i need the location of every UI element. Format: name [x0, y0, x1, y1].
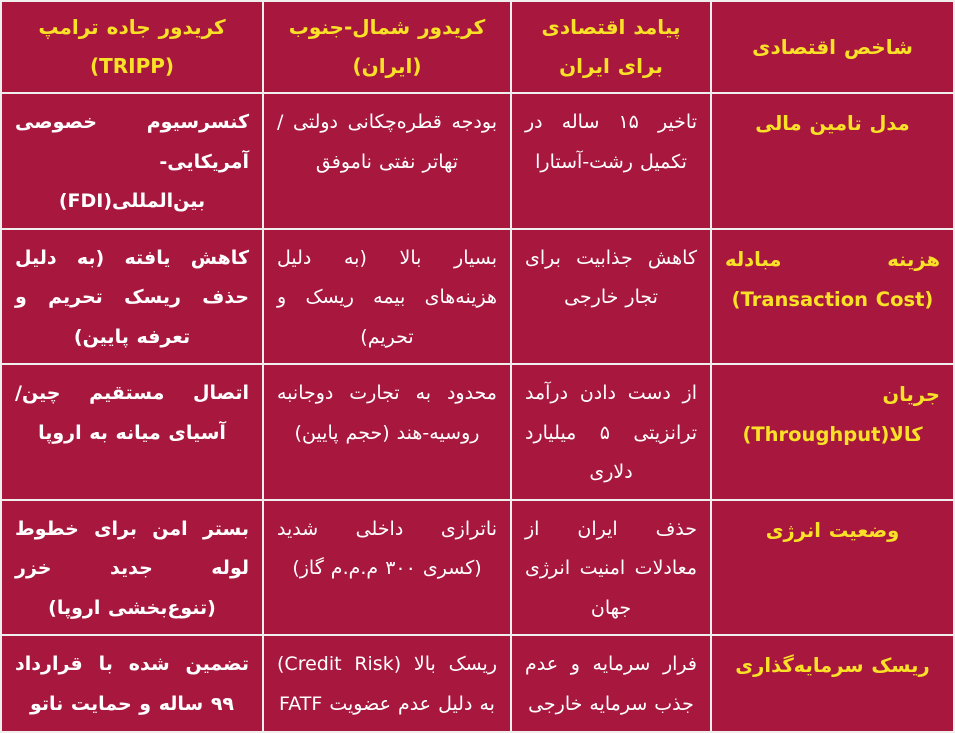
- table-row-energy-status: [1, 500, 954, 636]
- cell-throughput-outcome: از دست دادن درآمد ترانزیتی ۵ میلیارد دلاری: [511, 364, 711, 500]
- column-header-economic-indicator: شاخص اقتصادی: [711, 1, 954, 93]
- cell-energy-north-south: ناترازی داخلی شدید (کسری ۳۰۰ م.م.م گاز): [263, 500, 511, 636]
- cell-transaction-north-south: بسیار بالا (به دلیل هزینه‌های بیمه ریسک و تحریم): [263, 229, 511, 365]
- cell-investment-outcome: فرار سرمایه و عدم جذب سرمایه خارجی: [511, 635, 711, 732]
- column-header-tripp-corridor: کریدور جاده ترامپ (TRIPP): [1, 1, 263, 93]
- cell-financing-tripp: کنسرسیوم خصوصی آمریکایی-بین‌المللی(FDI): [1, 93, 263, 229]
- row-header-energy-status: وضعیت انرژی: [711, 500, 954, 636]
- cell-energy-tripp: بستر امن برای خطوط لوله جدید خزر (تنوع‌بخشی اروپا): [1, 500, 263, 636]
- column-header-north-south-corridor: کریدور شمال-جنوب (ایران): [263, 1, 511, 93]
- cell-investment-north-south: ریسک بالا (Credit Risk) به دلیل عدم عضویت FATF: [263, 635, 511, 732]
- cell-transaction-outcome: کاهش جذابیت برای تجار خارجی: [511, 229, 711, 365]
- cell-throughput-north-south: محدود به تجارت دوجانبه روسیه-هند (حجم پایین): [263, 364, 511, 500]
- row-header-investment-risk: ریسک سرمایه‌گذاری: [711, 635, 954, 732]
- column-header-economic-outcome-for-iran: پیامد اقتصادی برای ایران: [511, 1, 711, 93]
- table-row-financing-model: [1, 93, 954, 229]
- header-row: [1, 1, 954, 93]
- table-row-transaction-cost: [1, 229, 954, 365]
- row-header-transaction-cost: هزینه مبادله (Transaction Cost): [711, 229, 954, 365]
- cell-transaction-tripp: کاهش یافته (به دلیل حذف ریسک تحریم و تعرفه پایین): [1, 229, 263, 365]
- cell-energy-outcome: حذف ایران از معادلات امنیت انرژی جهان: [511, 500, 711, 636]
- row-header-financing-model: مدل تامین مالی: [711, 93, 954, 229]
- row-header-throughput: جریان کالا(Throughput): [711, 364, 954, 500]
- table-row-throughput: [1, 364, 954, 500]
- cell-investment-tripp: تضمین شده با قرارداد ۹۹ ساله و حمایت ناتو: [1, 635, 263, 732]
- cell-throughput-tripp: اتصال مستقیم چین/آسیای میانه به اروپا: [1, 364, 263, 500]
- cell-financing-north-south: بودجه قطره‌چکانی دولتی / تهاتر نفتی ناموفق: [263, 93, 511, 229]
- table-row-investment-risk: [1, 635, 954, 732]
- cell-financing-outcome: تاخیر ۱۵ ساله در تکمیل رشت-آستارا: [511, 93, 711, 229]
